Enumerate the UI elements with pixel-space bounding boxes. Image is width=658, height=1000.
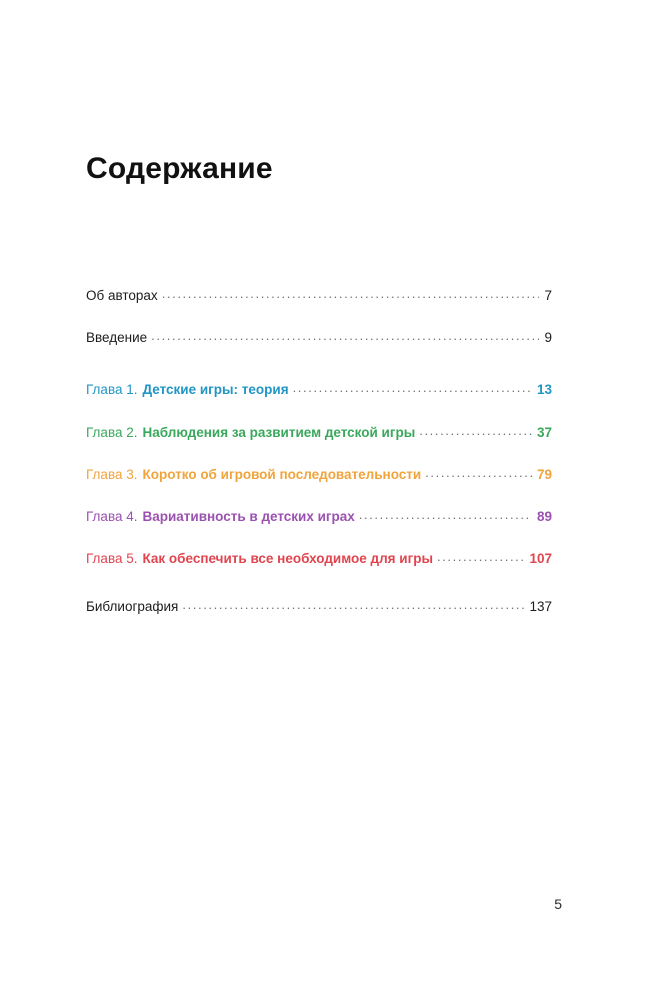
chapter-page: 107 <box>529 551 552 567</box>
spacer <box>86 567 552 599</box>
chapter-page: 13 <box>536 382 552 398</box>
page-title: Содержание <box>86 152 273 185</box>
toc-front-matter <box>86 288 552 346</box>
toc-entry-chapter-5[interactable] <box>86 551 552 567</box>
dot-leader <box>359 507 532 523</box>
chapter-number: Глава 1. <box>86 382 138 398</box>
dot-leader <box>151 328 539 344</box>
toc-entry-page: 137 <box>529 599 552 615</box>
toc-chapters <box>86 382 552 567</box>
toc-entry-chapter-1[interactable] <box>86 382 552 398</box>
spacer <box>86 483 552 509</box>
chapter-title: Вариативность в детских играх <box>142 508 355 524</box>
dot-leader <box>425 465 532 481</box>
toc-entry-label: Об авторах <box>86 288 158 303</box>
spacer <box>86 399 552 425</box>
chapter-title: Детские игры: теория <box>142 382 289 398</box>
spacer <box>86 525 552 551</box>
chapter-title: Коротко об игровой последовательности <box>142 466 422 482</box>
toc-entry-page: 9 <box>544 330 552 346</box>
chapter-title: Как обеспечить все необходимое для игры <box>142 551 433 567</box>
chapter-number: Глава 2. <box>86 424 138 440</box>
toc-entry-chapter-2[interactable] <box>86 425 552 441</box>
chapter-title: Наблюдения за развитием детской игры <box>142 424 416 440</box>
toc-entry-bibliography[interactable] <box>86 599 552 615</box>
dot-leader <box>182 597 524 613</box>
table-of-contents <box>86 288 552 616</box>
toc-entry-chapter-3[interactable] <box>86 467 552 483</box>
toc-entry-authors[interactable] <box>86 288 552 304</box>
dot-leader <box>162 286 540 302</box>
chapter-page: 79 <box>536 466 552 482</box>
dot-leader <box>437 549 524 565</box>
spacer <box>86 441 552 467</box>
dot-leader <box>293 380 532 396</box>
chapter-page: 37 <box>536 424 552 440</box>
toc-back-matter <box>86 599 552 615</box>
chapter-page: 89 <box>536 508 552 524</box>
chapter-number: Глава 4. <box>86 508 138 524</box>
page-number: 5 <box>554 896 562 912</box>
toc-entry-chapter-4[interactable] <box>86 509 552 525</box>
dot-leader <box>419 423 532 439</box>
spacer <box>86 304 552 330</box>
toc-entry-page: 7 <box>544 288 552 303</box>
toc-entry-introduction[interactable] <box>86 330 552 346</box>
toc-entry-label: Введение <box>86 330 148 346</box>
chapter-number: Глава 5. <box>86 551 138 567</box>
chapter-number: Глава 3. <box>86 466 138 482</box>
spacer <box>86 346 552 382</box>
toc-entry-label: Библиография <box>86 599 179 615</box>
